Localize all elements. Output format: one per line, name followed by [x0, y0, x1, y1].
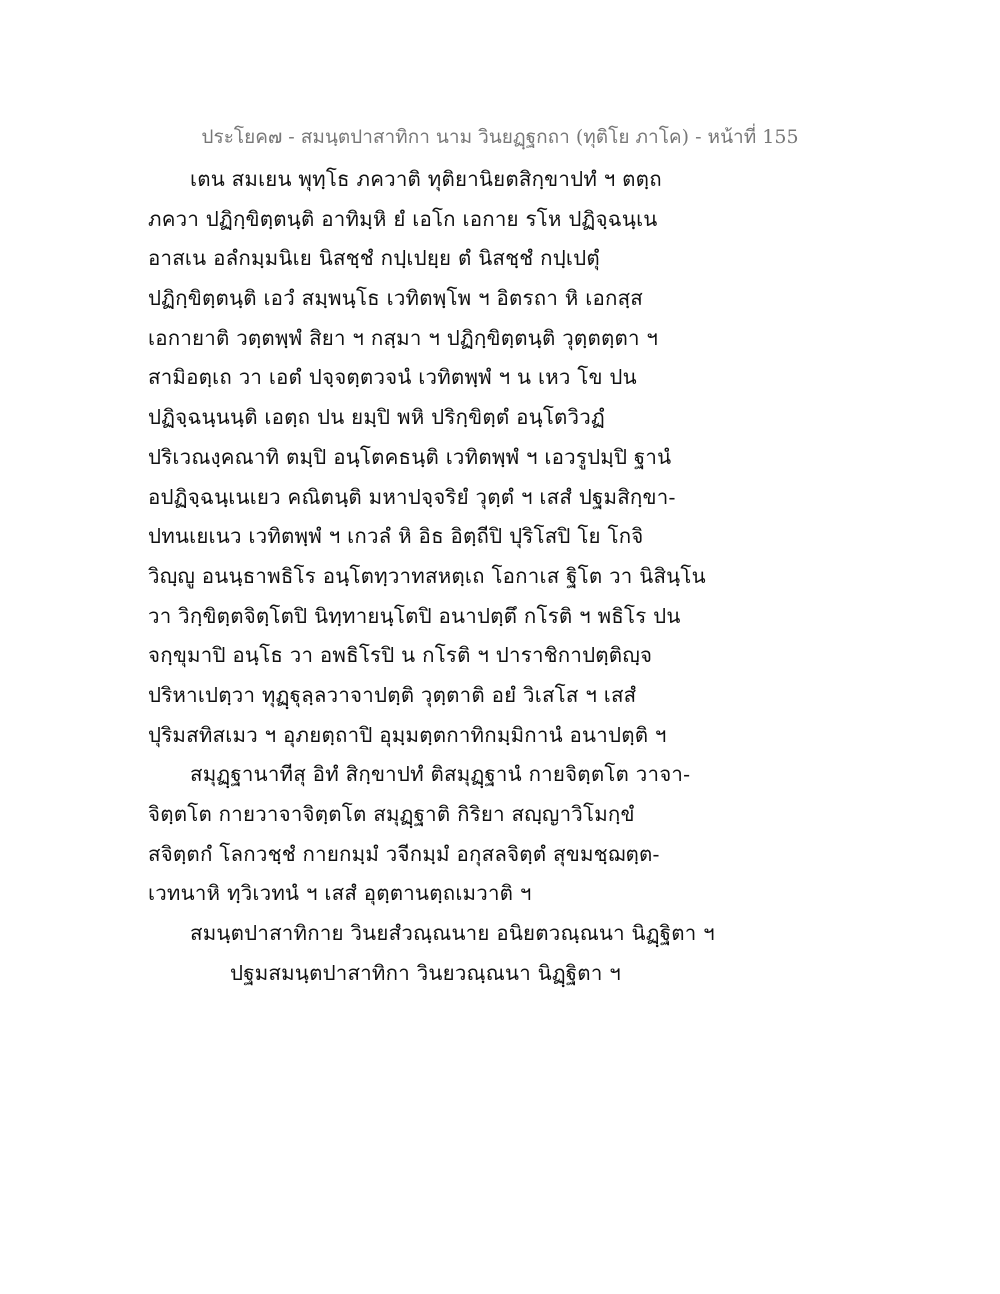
- paragraph-line: จกฺขุมาปิ อนฺโธ วา อพธิโรปิ น กโรติ ฯ ปาราชิกาปตฺติญฺจ: [148, 643, 653, 668]
- paragraph-line: เวทนาหิ ทฺวิเวทนํ ฯ เสสํ อุตฺตานตฺถเมวาติ ฯ: [148, 881, 532, 906]
- paragraph-line: วา วิกฺขิตฺตจิตฺโตปิ นิทฺทายนฺโตปิ อนาปตฺตึ กโรติ ฯ พธิโร ปน: [148, 603, 681, 628]
- closing-line: สมนฺตปาสาทิกาย วินยสํวณฺณนาย อนิยตวณฺณนา นิฏฺฐิตา ฯ: [190, 921, 715, 946]
- paragraph-line: ปริหาเปตฺวา ทุฏฺฐุลฺลวาจาปตฺติ วุตฺตาติ อยํ วิเสโส ฯ เสสํ: [148, 682, 637, 707]
- paragraph-line: สจิตฺตกํ โลกวชฺชํ กายกมฺมํ วจีกมฺมํ อกุสลจิตฺตํ สุขมชฺฌตฺต-: [148, 841, 660, 866]
- paragraph-line: ปฏิจฺฉนฺนนฺติ เอตฺถ ปน ยมฺปิ พหิ ปริกฺขิตฺตํ อนฺโตวิวฏํ: [148, 405, 605, 430]
- body-text: [148, 160, 848, 993]
- running-header: ประโยค๗ - สมนฺตปาสาทิกา นาม วินยฏฺฐกถา (ทุติโย ภาโค) - หน้าที่ 155: [201, 126, 799, 148]
- paragraph-line: วิญฺญู อนนฺธาพธิโร อนฺโตทฺวาทสหตฺเถ โอกาเส ฐิโต วา นิสินฺโน: [148, 563, 706, 588]
- paragraph-line: ปริเวณงฺคณาทิ ตมฺปิ อนฺโตคธนฺติ เวทิตพฺพํ ฯ เอวรูปมฺปิ ฐานํ: [148, 444, 672, 469]
- paragraph-line: ปฏิกฺขิตฺตนฺติ เอวํ สมฺพนฺโธ เวทิตพฺโพ ฯ อิตรถา หิ เอกสฺส: [148, 286, 643, 311]
- paragraph-line: จิตฺตโต กายวาจาจิตฺตโต สมุฏฺฐาติ กิริยา สญฺญาวิโมกฺขํ: [148, 802, 635, 826]
- paragraph-line: สมุฏฺฐานาทีสุ อิทํ สิกฺขาปทํ ติสมุฏฺฐานํ กายจิตฺตโต วาจา-: [190, 762, 691, 787]
- paragraph-line: ภควา ปฏิกฺขิตฺตนฺติ อาทิมฺหิ ยํ เอโก เอกาย รโห ปฏิจฺฉนฺเน: [148, 206, 658, 231]
- closing-line: ปฐมสมนฺตปาสาทิกา วินยวณฺณนา นิฏฺฐิตา ฯ: [230, 960, 621, 985]
- paragraph-line: เตน สมเยน พุทฺโธ ภควาติ ทุติยานิยตสิกฺขาปทํ ฯ ตตฺถ: [190, 167, 662, 191]
- paragraph-line: ปทนเยเนว เวทิตพฺพํ ฯ เกวลํ หิ อิธ อิตฺถีปิ ปุริโสปิ โย โกจิ: [148, 524, 644, 549]
- paragraph-line: อปฏิจฺฉนฺเนเยว คณิตนฺติ มหาปจฺจริยํ วุตฺตํ ฯ เสสํ ปฐมสิกฺขา-: [148, 484, 676, 509]
- paragraph-line: อาสเน อลํกมฺมนิเย นิสชฺชํ กปฺเปยฺย ตํ นิสชฺชํ กปฺเปตุํ: [148, 246, 600, 271]
- paragraph-line: ปุริมสทิสเมว ฯ อุภยตฺถาปิ อุมฺมตฺตกาทิกมฺมิกานํ อนาปตฺติ ฯ: [148, 722, 667, 747]
- paragraph-line: สามิอตฺเถ วา เอตํ ปจฺจตฺตวจนํ เวทิตพฺพํ ฯ น เหว โข ปน: [148, 365, 637, 390]
- paragraph-line: เอกายาติ วตฺตพฺพํ สิยา ฯ กสฺมา ฯ ปฏิกฺขิตฺตนฺติ วุตฺตตฺตา ฯ: [148, 325, 659, 350]
